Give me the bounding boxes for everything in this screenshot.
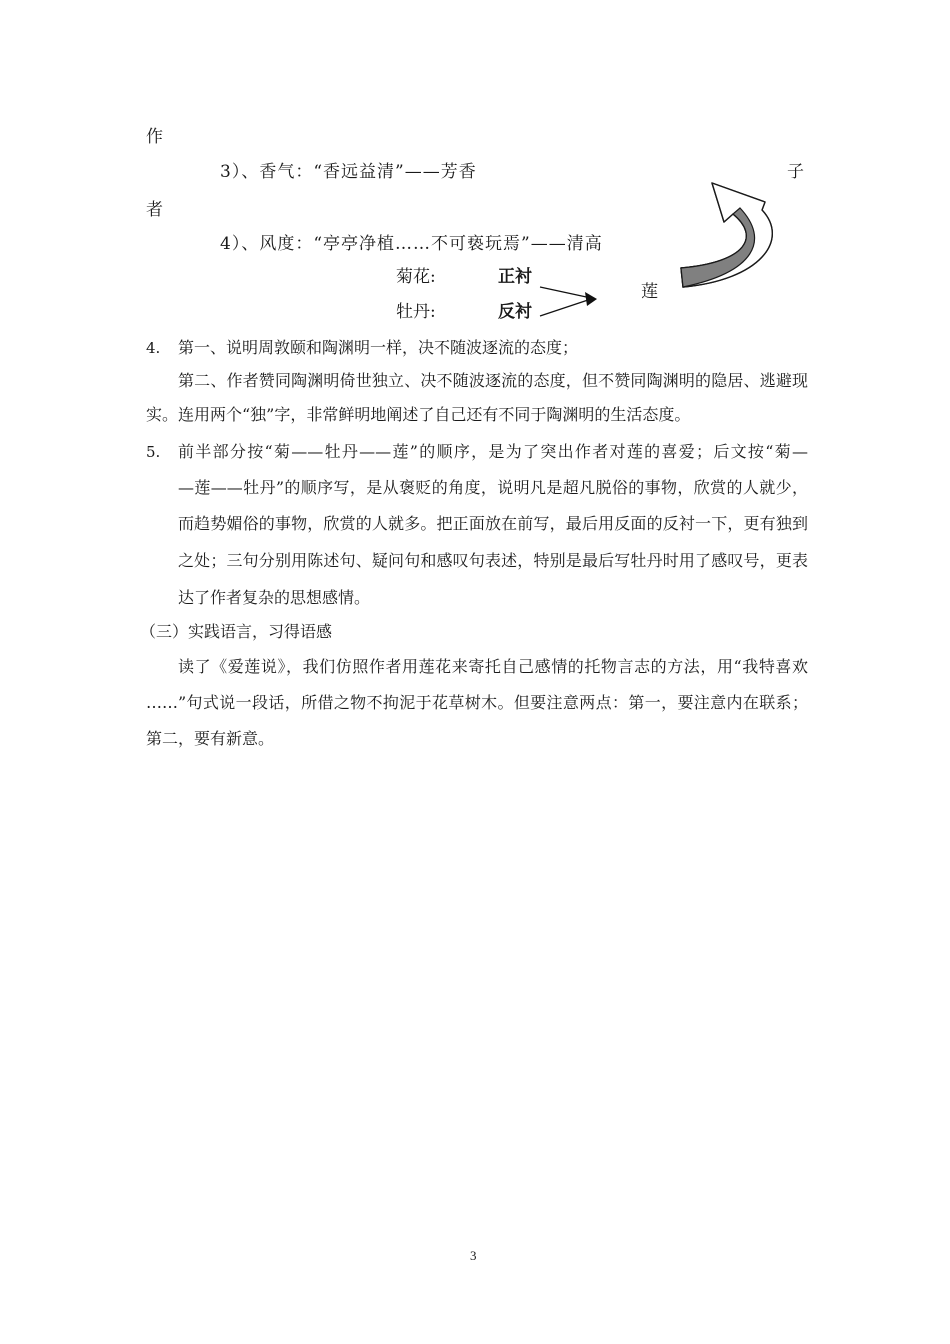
answer-5-line-2: —莲——牡丹”的顺序写，是从褒贬的角度，说明凡是超凡脱俗的事物，欣赏的人就少，	[178, 478, 808, 497]
side-char-lian: 莲	[641, 282, 658, 302]
answer-4-para-2-line-1: 第二、作者赞同陶渊明倚世独立、决不随波逐流的态度，但不赞同陶渊明的隐居、逃避现	[178, 371, 808, 390]
arrow-head-icon	[585, 292, 597, 306]
section-3-line-2: ……”句式说一段话，所借之物不拘泥于花草树木。但要注意两点：第一，要注意内在联系；	[146, 693, 808, 712]
answer-5-line-1: 前半部分按“菊——牡丹——莲”的顺序，是为了突出作者对莲的喜爱；后文按“菊—	[178, 442, 808, 461]
side-char-zhe: 者	[146, 200, 163, 220]
item-3-fragrance: 3）、香气：“香远益清”——芳香	[220, 162, 477, 182]
answer-4-para-2-line-2: 实。连用两个“独”字，非常鲜明地阐述了自己还有不同于陶渊明的生活态度。	[146, 405, 691, 424]
contrast-arrows-diagram	[0, 0, 950, 340]
arrow-line-upper	[540, 287, 591, 298]
curved-arrow-shade-icon	[681, 208, 755, 287]
answer-5-number: 5.	[146, 443, 161, 461]
answer-4-line-1: 第一、说明周敦颐和陶渊明一样，决不随波逐流的态度；	[178, 338, 579, 357]
answer-5-line-4: 之处；三句分别用陈述句、疑问句和感叹句表述，特别是最后写牡丹时用了感叹号，更表	[178, 551, 808, 570]
answer-5-line-3: 而趋势媚俗的事物，欣赏的人就多。把正面放在前写，最后用反面的反衬一下，更有独到	[178, 514, 808, 533]
chrysanthemum-label: 菊花:	[396, 267, 436, 287]
answer-4-number: 4.	[146, 339, 161, 357]
section-3-line-3: 第二，要有新意。	[146, 729, 275, 748]
peony-label: 牡丹:	[396, 302, 436, 322]
answer-5-line-5: 达了作者复杂的思想感情。	[178, 588, 371, 607]
section-3-line-1: 读了《爱莲说》，我们仿照作者用莲花来寄托自己感情的托物言志的方法，用“我特喜欢	[178, 657, 808, 676]
peony-value: 反衬	[498, 302, 532, 322]
item-4-demeanor: 4）、风度：“亭亭净植……不可亵玩焉”——清高	[220, 234, 603, 254]
side-char-zuo: 作	[146, 127, 163, 147]
side-char-zi: 子	[787, 162, 804, 182]
section-3-heading: （三）实践语言，习得语感	[140, 622, 333, 641]
page-number: 3	[470, 1248, 477, 1263]
arrow-line-lower	[540, 299, 591, 316]
chrysanthemum-value: 正衬	[498, 267, 532, 287]
